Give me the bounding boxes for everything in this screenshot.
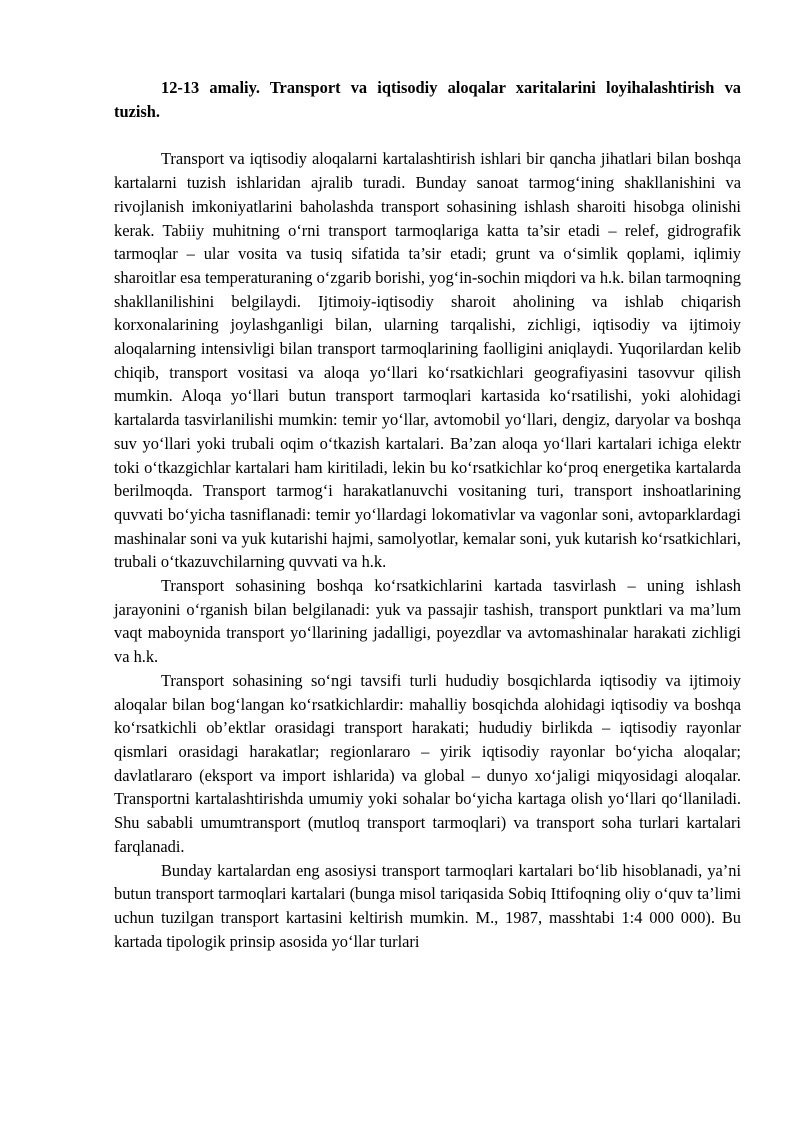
paragraph-2: Transport sohasining boshqa koʻrsatkichlarini kartada tasvirlash – uning ishlash jarayonini oʻrganish bilan belgilanadi: yuk va passajir tashish, transport punktlari va ma’lum vaqt maboynida transport yoʻllarining jadalligi, poyezdlar va avtomashinalar harakati zichligi va h.k. <box>114 576 741 667</box>
paragraph-3: Transport sohasining soʻngi tavsifi turli hududiy bosqichlarda iqtisodiy va ijtimoiy aloqalar bilan bogʻlangan koʻrsatkichlardir: mahalliy bosqichda alohidagi iqtisodiy va boshqa koʻrsatkichli ob’ektlar orasidagi transport harakati; hududiy birlikda – iqtisodiy rayonlar qismlari orasidagi harakatlar; regionlararo – yirik iqtisodiy rayonlar boʻyicha aloqalar; davlatlararo (eksport va import ishlarida) va global – dunyo xoʻjaligi miqyosidagi aloqalar. Transportni kartalashtirishda umumiy yoki sohalar boʻyicha kartaga olish yoʻllari qoʻllaniladi. Shu sababli umumtransport (mutloq transport tarmoqlari) va transport soha turlari kartalari farqlanadi. <box>114 670 741 856</box>
document-body <box>114 76 741 953</box>
document-title: 12-13 amaliy. Transport va iqtisodiy aloqalar xaritalarini loyihalashtirish va tuzish. <box>114 78 741 121</box>
paragraph-4: Bunday kartalardan eng asosiysi transport tarmoqlari kartalari boʻlib hisoblanadi, ya’ni butun transport tarmoqlari kartalari (bunga misol tariqasida Sobiq Ittifoqning oliy oʻquv ta’limi uchun tuzilgan transport kartasini keltirish mumkin. M., 1987, masshtabi 1:4 000 000). Bu kartada tipologik prinsip asosida yoʻllar turlari <box>114 860 741 951</box>
paragraph-1: Transport va iqtisodiy aloqalarni kartalashtirish ishlari bir qancha jihatlari bilan boshqa kartalarni tuzish ishlaridan ajralib turadi. Bunday sanoat tarmogʻining shakllanishini va rivojlanish imkoniyatlarini baholashda transport sohasining ishlash sharoiti hisobga olinishi kerak. Tabiiy muhitning oʻrni transport tarmoqlariga katta ta’sir etadi – relef, gidrografik tarmoqlar – ular vosita va tusiq sifatida ta’sir etadi; grunt va oʻsimlik qoplami, iqlimiy sharoitlar esa temperaturaning oʻzgarib borishi, yogʻin-sochin miqdori va h.k. bilan tarmoqning shakllanilishini belgilaydi. Ijtimoiy-iqtisodiy sharoit aholining va ishlab chiqarish korxonalarining joylashganligi bilan, ularning tarqalishi, zichligi, iqtisodiy va ijtimoiy aloqalarning intensivligi bilan transport tarmoqlarining faolligini aniqlaydi. Yuqorilardan kelib chiqib, transport vositasi va aloqa yoʻllari koʻrsatkichlari geografiyasini tasovvur qilish mumkin. Aloqa yoʻllari butun transport tarmoqlari kartasida koʻrsatilishi, yoki alohidagi kartalarda tasvirlanilishi mumkin: temir yoʻllar, avtomobil yoʻllari, dengiz, daryolar va boshqa suv yoʻllari yoki trubali oqim oʻtkazish kartalari. Ba’zan aloqa yoʻllari kartalari ichiga elektr toki oʻtkazgichlar kartalari ham kiritiladi, lekin bu koʻrsatkichlar koʻproq energetika kartalarda berilmoqda. Transport tarmogʻi harakatlanuvchi vositaning turi, transport inshoatlarining quvvati boʻyicha tasniflanadi: temir yoʻllardagi lokomativlar va vagonlar soni, avtoparklardagi mashinalar soni va yuk kutarishi hajmi, samolyotlar, kemalar soni, yuk kutarish koʻrsatkichlari, trubali oʻtkazuvchilarning quvvati va h.k. <box>114 149 741 572</box>
